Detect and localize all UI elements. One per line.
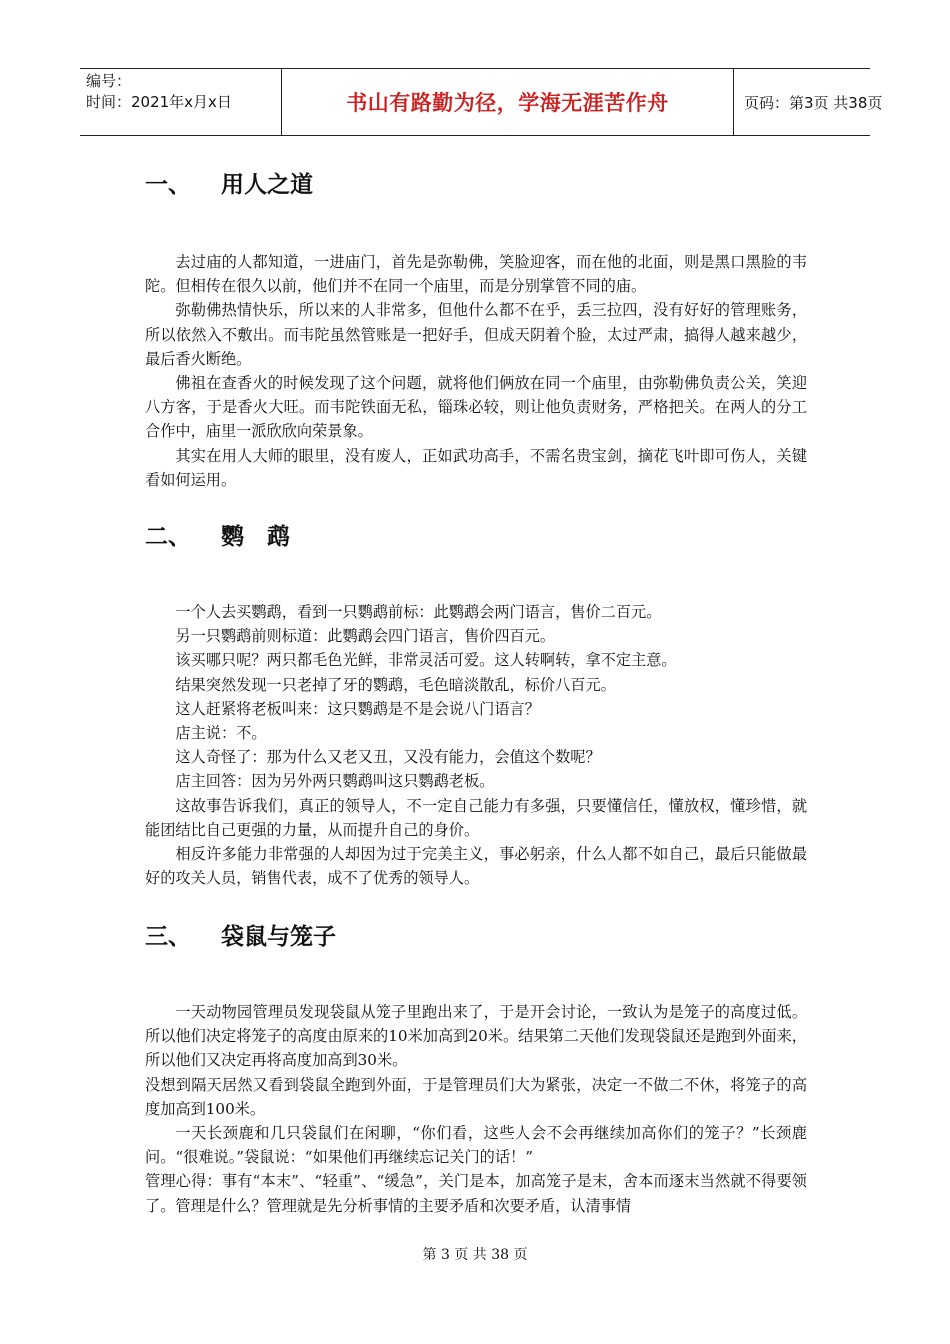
- paragraph: 佛祖在查香火的时候发现了这个问题，就将他们俩放在同一个庙里，由弥勒佛负责公关，笑迎八方客，于是香火大旺。而韦陀铁面无私，锱珠必较，则让他负责财务，严格把关。在两人的分工合作中，庙里一派欣欣向荣景象。: [145, 374, 807, 441]
- section-title: 用人之道: [221, 172, 313, 198]
- section-title: 鹦 鹉: [221, 524, 290, 550]
- header-meta: [80, 69, 282, 135]
- page-header: [80, 68, 883, 136]
- section-heading-3: [145, 922, 336, 952]
- paragraph: 没想到隔天居然又看到袋鼠全跑到外面，于是管理员们大为紧张，决定一不做二不休，将笼子的高度加高到100米。: [145, 1075, 807, 1118]
- paragraph: 该买哪只呢？两只都毛色光鲜，非常灵活可爱。这人转啊转，拿不定主意。: [175, 651, 677, 670]
- document-date-label: 时间：2021年x月x日: [86, 93, 232, 111]
- paragraph: 相反许多能力非常强的人却因为过于完美主义，事必躬亲，什么人都不如自己，最后只能做最好的攻关人员，销售代表，成不了优秀的领导人。: [145, 845, 807, 888]
- paragraph: 其实在用人大师的眼里，没有废人，正如武功高手，不需名贵宝剑，摘花飞叶即可伤人，关键看如何运用。: [145, 446, 807, 489]
- paragraph: 弥勒佛热情快乐，所以来的人非常多，但他什么都不在乎，丢三拉四，没有好好的管理账务，所以依然入不敷出。而韦陀虽然管账是一把好手，但成天阴着个脸，太过严肃，搞得人越来越少，最后香火断绝。: [145, 301, 807, 368]
- section-number: 三、: [145, 924, 191, 950]
- header-page-info: 页码：第3页 共38页: [744, 93, 883, 112]
- paragraph: 店主说：不。: [175, 724, 267, 743]
- section-body-2: [145, 600, 807, 890]
- section-number: 一、: [145, 172, 191, 198]
- paragraph: 这人赶紧将老板叫来：这只鹦鹉是不是会说八门语言？: [175, 699, 540, 718]
- paragraph: 一个人去买鹦鹉，看到一只鹦鹉前标：此鹦鹉会两门语言，售价二百元。: [175, 603, 662, 621]
- paragraph: 店主回答：因为另外两只鹦鹉叫这只鹦鹉老板。: [175, 772, 495, 791]
- section-body-3: [145, 1000, 807, 1218]
- header-motto: 书山有路勤为径，学海无涯苦作舟: [282, 69, 734, 135]
- paragraph: 一天长颈鹿和几只袋鼠们在闲聊，“你们看，这些人会不会再继续加高你们的笼子？”长颈鹿问。“很难说。”袋鼠说：“如果他们再继续忘记关门的话！”: [145, 1124, 807, 1167]
- paragraph: 管理心得：事有“本末”、“轻重”、“缓急”，关门是本，加高笼子是末，舍本而逐末当然就不得要领了。管理是什么？管理就是先分析事情的主要矛盾和次要矛盾，认清事情: [145, 1172, 807, 1215]
- paragraph: 去过庙的人都知道，一进庙门，首先是弥勒佛，笑脸迎客，而在他的北面，则是黑口黑脸的韦陀。但相传在很久以前，他们并不在同一个庙里，而是分别掌管不同的庙。: [145, 253, 807, 296]
- paragraph: 这人奇怪了：那为什么又老又丑，又没有能力，会值这个数呢？: [175, 748, 601, 767]
- paragraph: 这故事告诉我们，真正的领导人，不一定自己能力有多强，只要懂信任，懂放权，懂珍惜，就能团结比自己更强的力量，从而提升自己的身价。: [145, 796, 807, 839]
- document-number-label: 编号：: [86, 72, 132, 90]
- section-heading-1: [145, 170, 313, 200]
- section-heading-2: [145, 522, 290, 552]
- section-number: 二、: [145, 524, 191, 550]
- page-footer: 第 3 页 共 38 页: [422, 1247, 528, 1263]
- paragraph: 另一只鹦鹉前则标道：此鹦鹉会四门语言，售价四百元。: [175, 627, 556, 646]
- paragraph: 结果突然发现一只老掉了牙的鹦鹉，毛色暗淡散乱，标价八百元。: [175, 675, 616, 694]
- section-title: 袋鼠与笼子: [221, 924, 336, 950]
- paragraph: 一天动物园管理员发现袋鼠从笼子里跑出来了，于是开会讨论，一致认为是笼子的高度过低。所以他们决定将笼子的高度由原来的10米加高到20米。结果第二天他们发现袋鼠还是跑到外面来，所以他们又决定再将高度加高到30米。: [145, 1003, 807, 1070]
- section-body-1: [145, 250, 807, 492]
